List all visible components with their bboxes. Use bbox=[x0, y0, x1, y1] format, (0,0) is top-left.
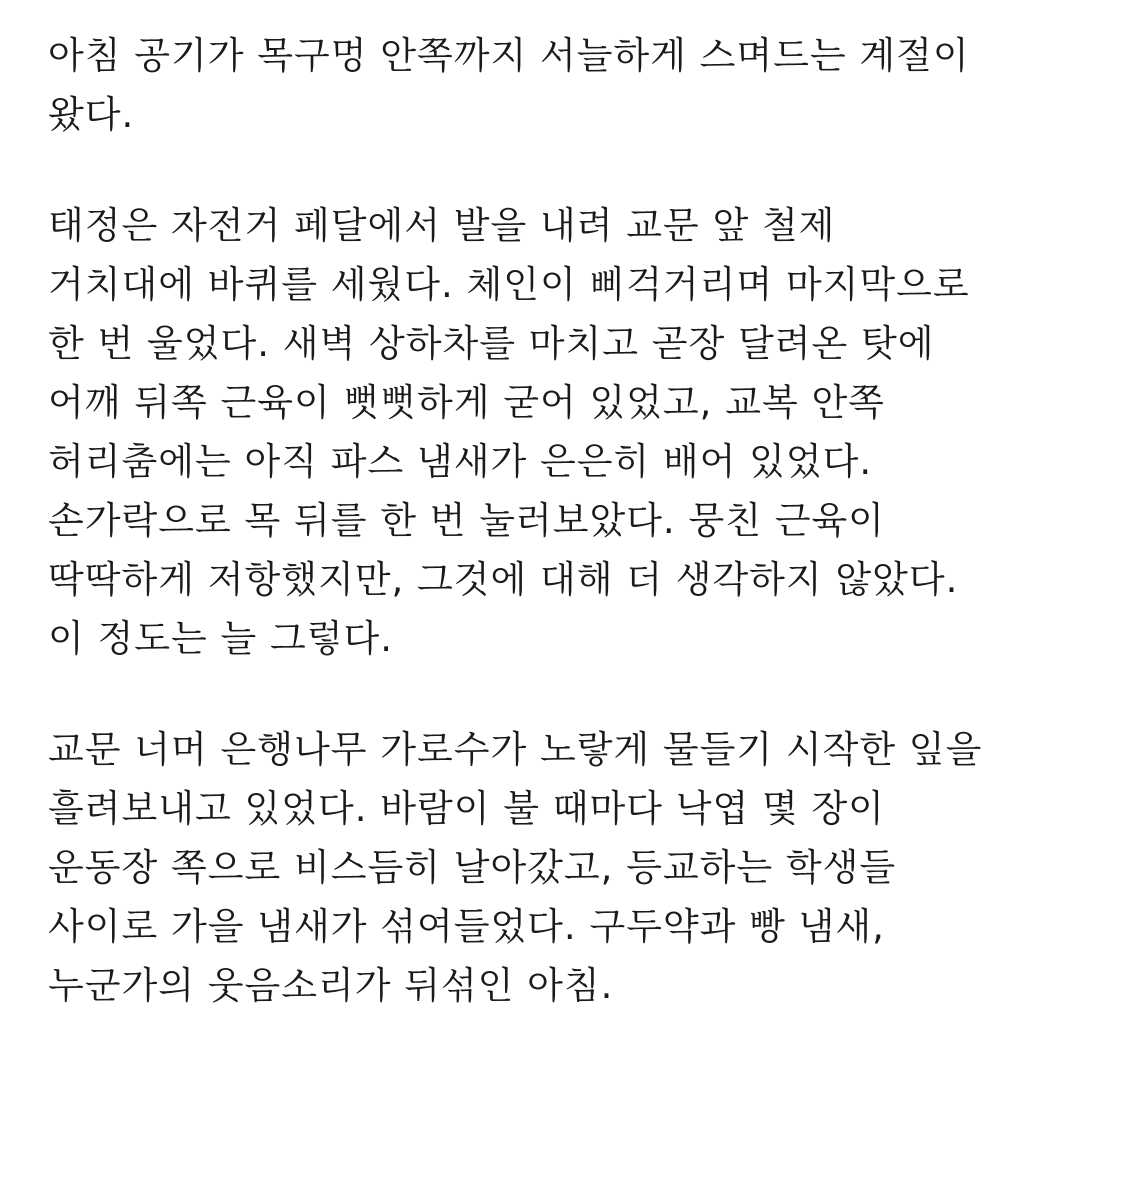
paragraph-2 bbox=[48, 196, 1084, 668]
text-line: 손가락으로 목 뒤를 한 번 눌러보았다. 뭉친 근육이 bbox=[48, 499, 885, 542]
text-line: 왔다. bbox=[48, 93, 135, 136]
text-line: 교문 너머 은행나무 가로수가 노랗게 물들기 시작한 잎을 bbox=[48, 728, 983, 771]
text-line: 사이로 가을 냄새가 섞여들었다. 구두약과 빵 냄새, bbox=[48, 905, 885, 948]
text-line: 거치대에 바퀴를 세웠다. 체인이 삐걱거리며 마지막으로 bbox=[48, 263, 970, 306]
text-line: 딱딱하게 저항했지만, 그것에 대해 더 생각하지 않았다. bbox=[48, 558, 959, 601]
paragraph-1 bbox=[48, 26, 1084, 144]
text-line: 한 번 울었다. 새벽 상하차를 마치고 곧장 달려온 탓에 bbox=[48, 322, 935, 365]
text-line: 운동장 쪽으로 비스듬히 날아갔고, 등교하는 학생들 bbox=[48, 846, 897, 889]
text-line: 태정은 자전거 페달에서 발을 내려 교문 앞 철제 bbox=[48, 204, 836, 247]
text-line: 누군가의 웃음소리가 뒤섞인 아침. bbox=[48, 964, 614, 1007]
paragraph-3 bbox=[48, 720, 1084, 1015]
text-line: 이 정도는 늘 그렇다. bbox=[48, 617, 393, 660]
text-line: 아침 공기가 목구멍 안쪽까지 서늘하게 스며드는 계절이 bbox=[48, 34, 970, 77]
text-line: 어깨 뒤쪽 근육이 뻣뻣하게 굳어 있었고, 교복 안쪽 bbox=[48, 381, 885, 424]
text-line: 허리춤에는 아직 파스 냄새가 은은히 배어 있었다. bbox=[48, 440, 873, 483]
text-line: 흘려보내고 있었다. 바람이 불 때마다 낙엽 몇 장이 bbox=[48, 787, 885, 830]
